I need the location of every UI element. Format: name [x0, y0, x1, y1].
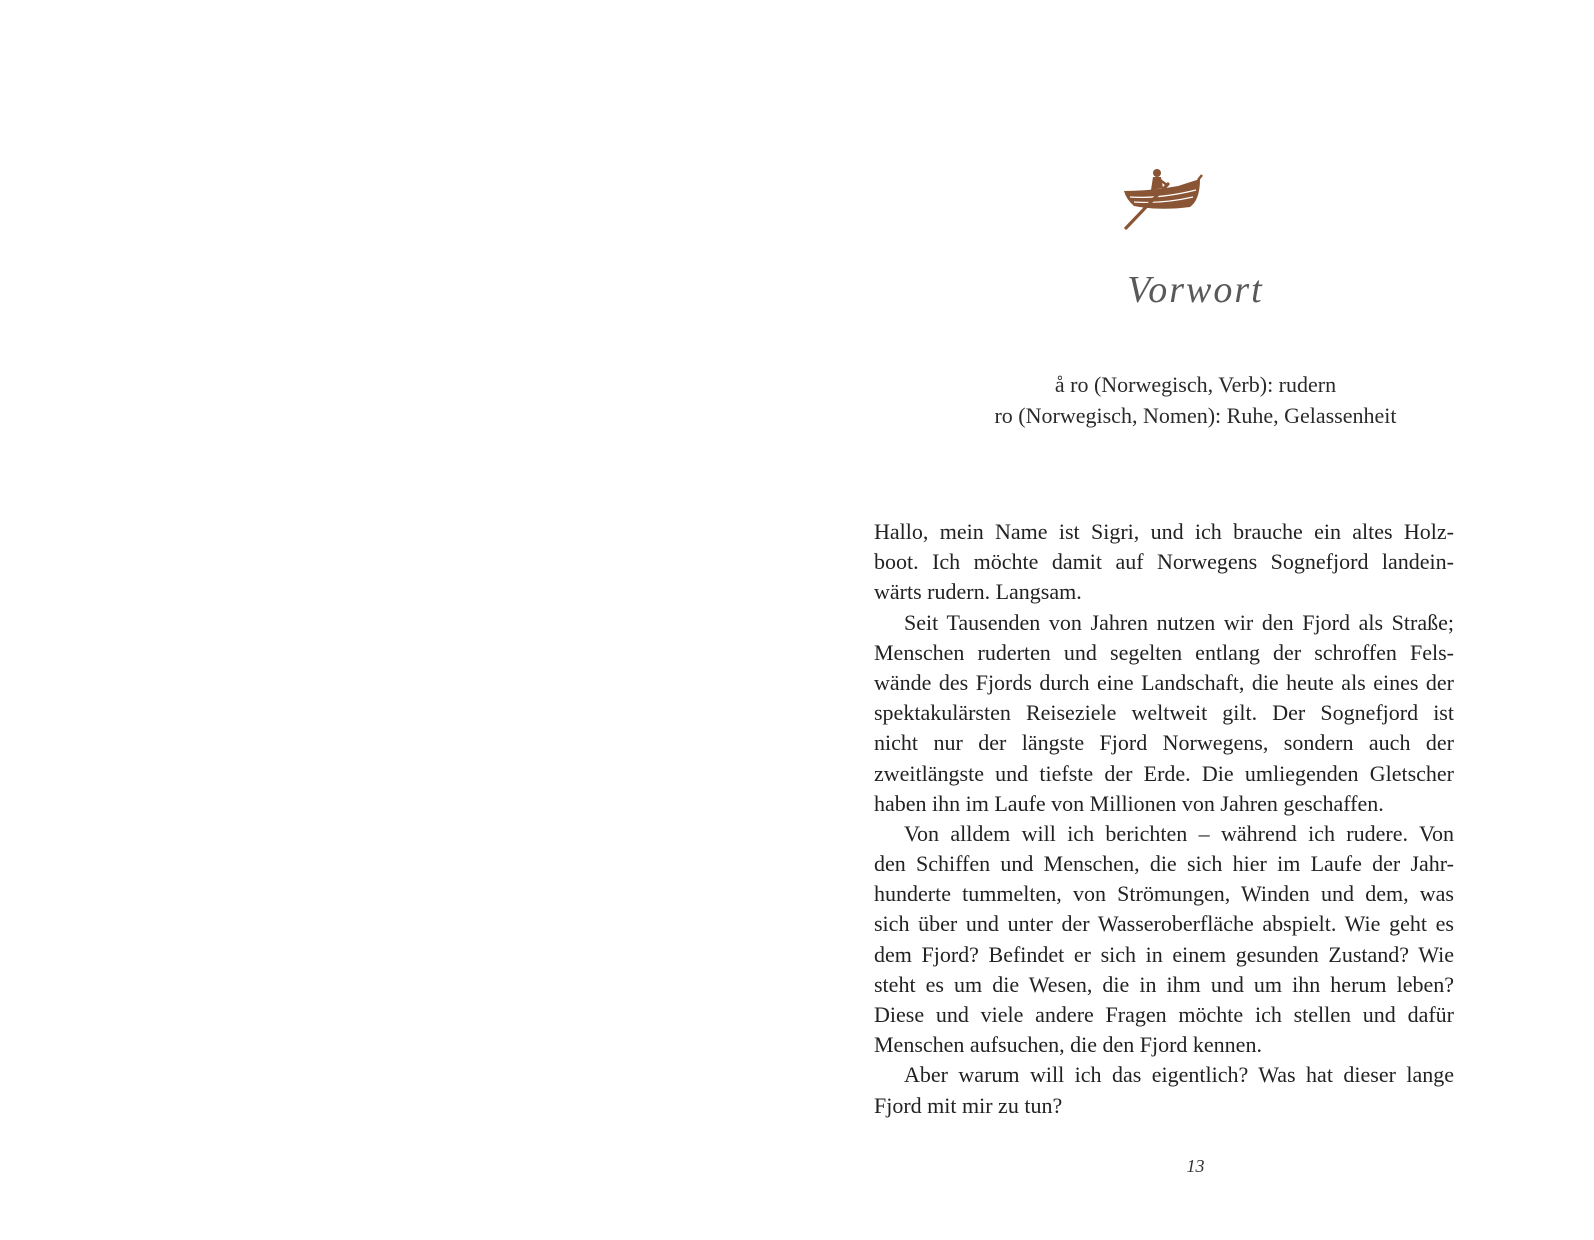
- text-line: steht es um die Wesen, die in ihm und um ihn herum leben?: [874, 971, 1454, 997]
- text-line: haben ihn im Laufe von Millionen von Jahren geschaffen.: [874, 790, 1384, 816]
- text-line: hunderte tummelten, von Strömungen, Winden und dem, was: [874, 881, 1454, 907]
- text-line: Menschen ruderten und segelten entlang der schroffen Fels-: [874, 639, 1454, 665]
- chapter-title: Vorwort: [1127, 269, 1264, 311]
- text-line: den Schiffen und Menschen, die sich hier im Laufe der Jahr-: [874, 851, 1454, 877]
- text-line: dem Fjord? Befindet er sich in einem gesunden Zustand? Wie: [874, 941, 1454, 967]
- text-line: nicht nur der längste Fjord Norwegens, sondern auch der: [874, 730, 1454, 756]
- text-line: Seit Tausenden von Jahren nutzen wir den Fjord als Straße;: [904, 609, 1454, 635]
- epigraph: [797, 369, 1594, 431]
- epigraph-line: ro (Norwegisch, Nomen): Ruhe, Gelassenheit: [994, 403, 1397, 428]
- text-line: Hallo, mein Name ist Sigri, und ich brauche ein altes Holz-: [874, 519, 1454, 544]
- text-line: Diese und viele andere Fragen möchte ich stellen und dafür: [874, 1002, 1454, 1027]
- text-line: sich über und unter der Wasseroberfläche abspielt. Wie geht es: [874, 911, 1454, 937]
- text-line: wärts rudern. Langsam.: [874, 579, 1082, 605]
- text-line: Menschen aufsuchen, die den Fjord kennen.: [874, 1032, 1262, 1058]
- text-line: wände des Fjords durch eine Landschaft, die heute als eines der: [874, 669, 1454, 695]
- text-line: Fjord mit mir zu tun?: [874, 1092, 1063, 1118]
- text-line: spektakulärsten Reiseziele weltweit gilt. Der Sognefjord ist: [874, 700, 1454, 726]
- right-page: [797, 0, 1594, 1240]
- body-text: [874, 517, 1454, 1121]
- text-line: boot. Ich möchte damit auf Norwegens Sognefjord landein-: [874, 549, 1454, 575]
- text-line: Von alldem will ich berichten – während ich rudere. Von: [904, 820, 1454, 846]
- page-number: 13: [1186, 1156, 1205, 1176]
- rowboat-icon: [1120, 166, 1206, 234]
- epigraph-line: å ro (Norwegisch, Verb): rudern: [1054, 372, 1337, 397]
- text-line: zweitlängste und tiefste der Erde. Die umliegenden Gletscher: [874, 760, 1454, 786]
- text-line: Aber warum will ich das eigentlich? Was hat dieser lange: [904, 1062, 1454, 1088]
